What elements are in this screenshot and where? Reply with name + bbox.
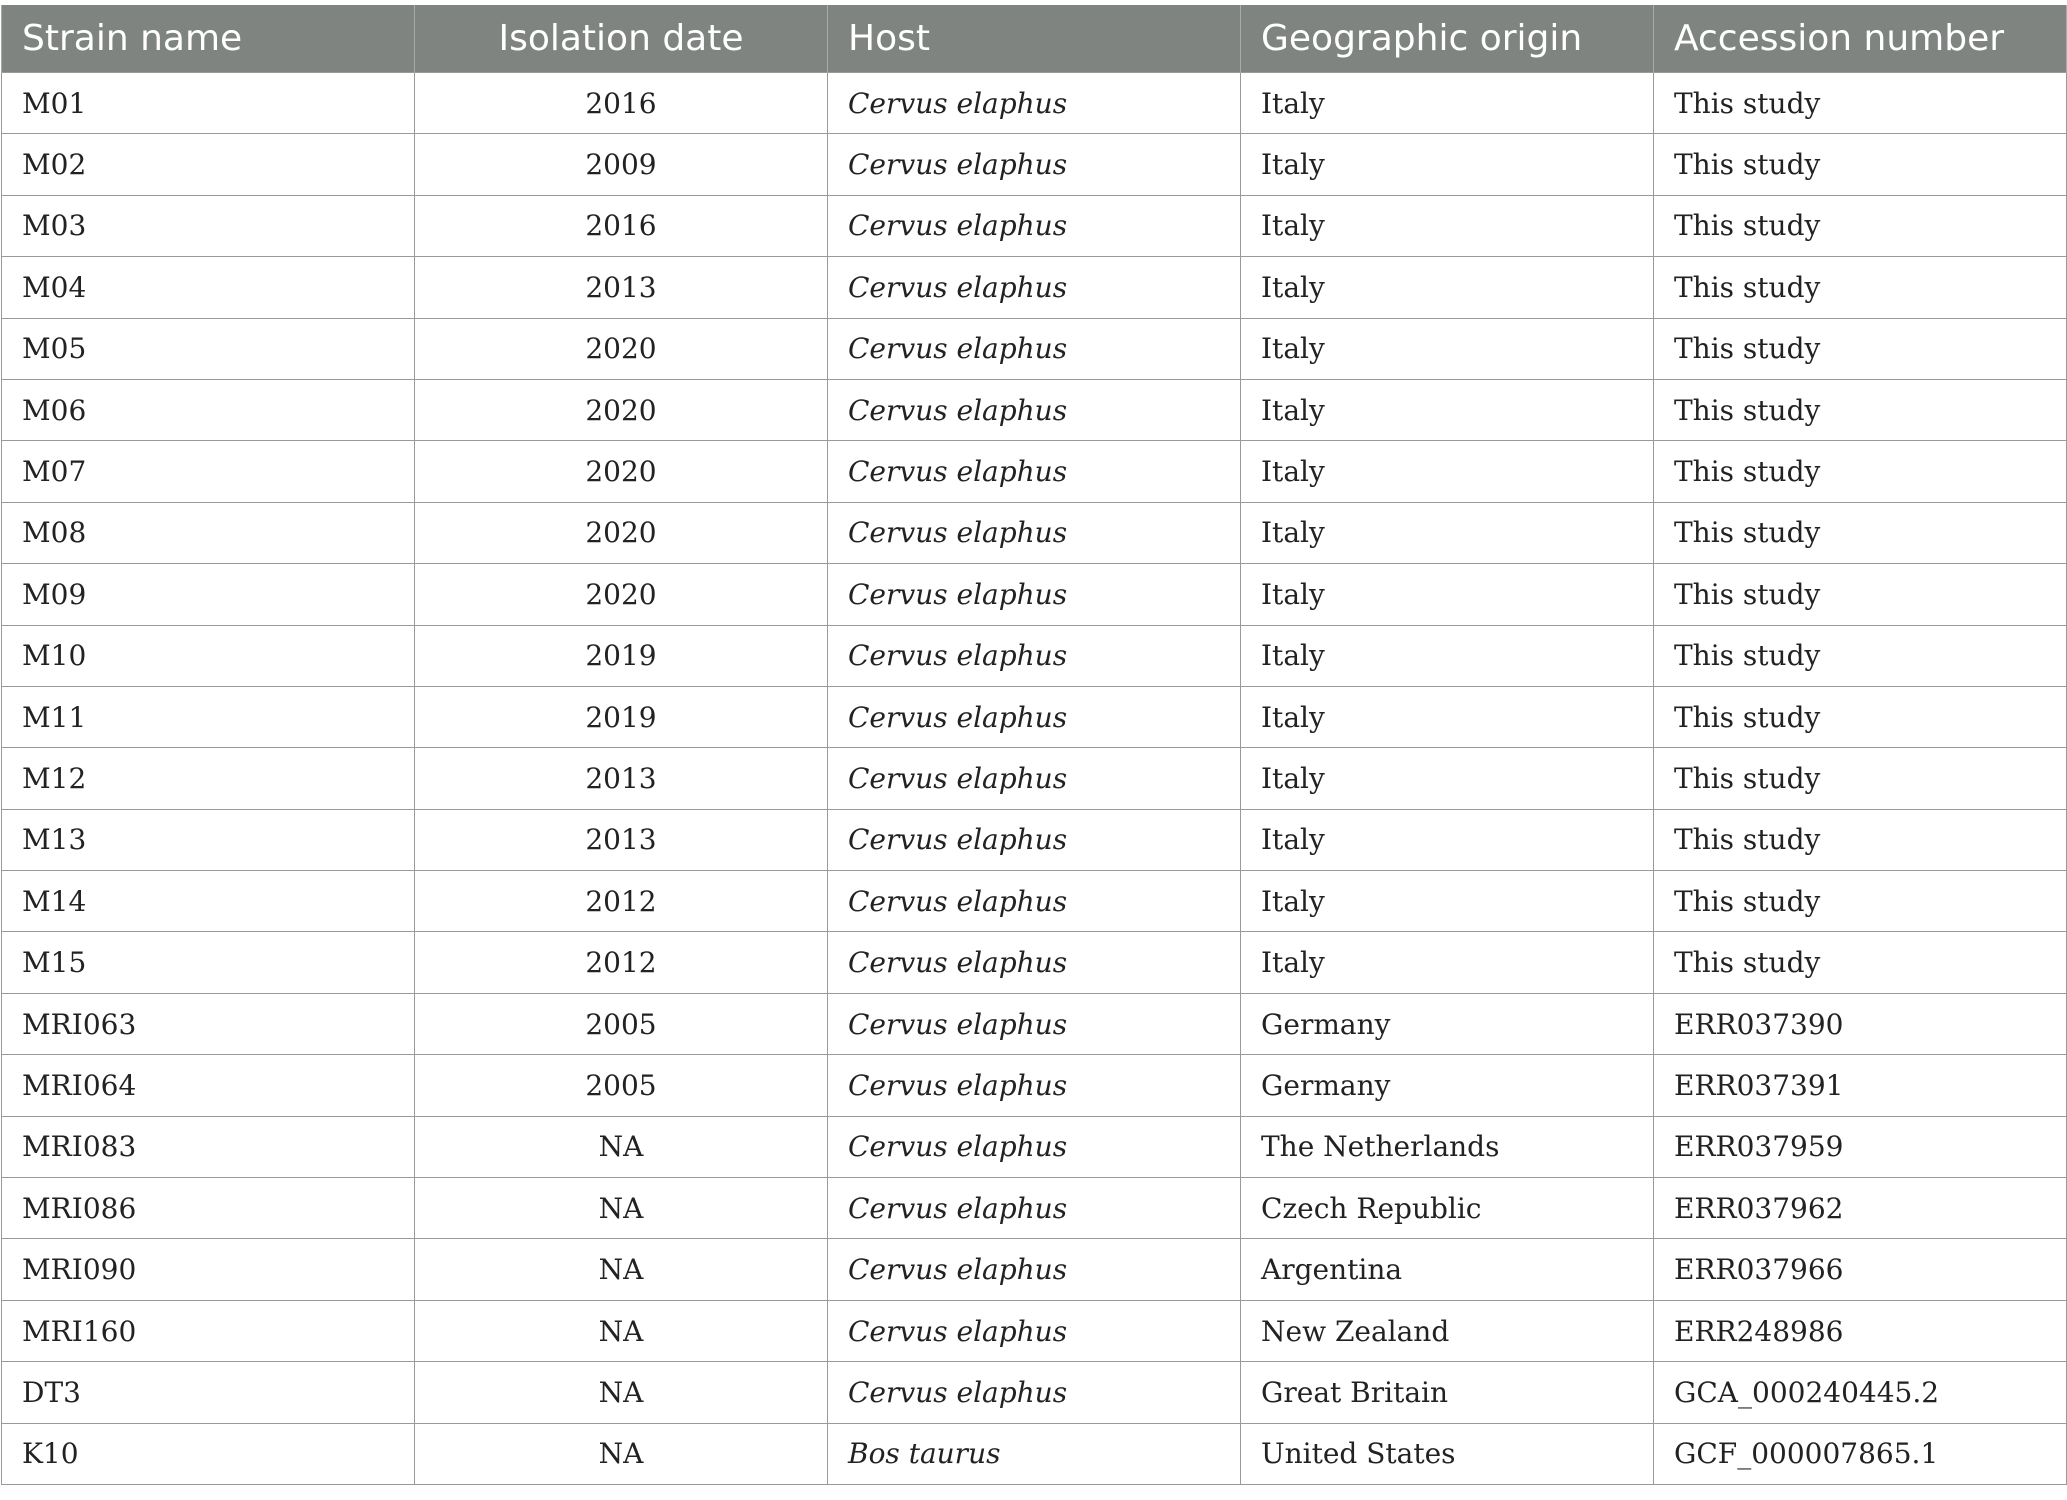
table-row: [2, 871, 2067, 932]
cell-host: Cervus elaphus: [828, 871, 1241, 932]
cell-geographic-origin: Italy: [1241, 686, 1654, 747]
cell-strain-name: MRI063: [2, 993, 415, 1054]
cell-geographic-origin: Italy: [1241, 932, 1654, 993]
cell-isolation-date: 2013: [415, 748, 828, 809]
cell-accession-number: This study: [1654, 441, 2067, 502]
cell-strain-name: M02: [2, 134, 415, 195]
cell-isolation-date: 2020: [415, 502, 828, 563]
cell-host: Cervus elaphus: [828, 73, 1241, 134]
cell-accession-number: This study: [1654, 195, 2067, 256]
cell-strain-name: M06: [2, 379, 415, 440]
cell-isolation-date: NA: [415, 1300, 828, 1361]
cell-accession-number: This study: [1654, 932, 2067, 993]
cell-isolation-date: NA: [415, 1178, 828, 1239]
header-host: Host: [828, 5, 1241, 73]
header-strain-name: Strain name: [2, 5, 415, 73]
cell-accession-number: GCF_000007865.1: [1654, 1423, 2067, 1484]
cell-host: Cervus elaphus: [828, 1055, 1241, 1116]
table-row: [2, 257, 2067, 318]
strain-table: [1, 5, 2067, 1485]
cell-strain-name: M13: [2, 809, 415, 870]
cell-strain-name: MRI090: [2, 1239, 415, 1300]
table-row: [2, 318, 2067, 379]
cell-strain-name: MRI086: [2, 1178, 415, 1239]
cell-accession-number: ERR248986: [1654, 1300, 2067, 1361]
cell-geographic-origin: Italy: [1241, 441, 1654, 502]
cell-accession-number: ERR037390: [1654, 993, 2067, 1054]
cell-strain-name: M01: [2, 73, 415, 134]
cell-geographic-origin: Italy: [1241, 625, 1654, 686]
cell-accession-number: ERR037966: [1654, 1239, 2067, 1300]
cell-isolation-date: 2020: [415, 318, 828, 379]
cell-accession-number: This study: [1654, 257, 2067, 318]
table-row: [2, 932, 2067, 993]
cell-isolation-date: 2020: [415, 379, 828, 440]
cell-accession-number: This study: [1654, 809, 2067, 870]
cell-strain-name: DT3: [2, 1362, 415, 1423]
table-row: [2, 993, 2067, 1054]
cell-host: Cervus elaphus: [828, 809, 1241, 870]
table-row: [2, 1239, 2067, 1300]
cell-accession-number: This study: [1654, 871, 2067, 932]
cell-geographic-origin: Italy: [1241, 564, 1654, 625]
cell-geographic-origin: The Netherlands: [1241, 1116, 1654, 1177]
table-row: [2, 748, 2067, 809]
table-row: [2, 564, 2067, 625]
table-row: [2, 134, 2067, 195]
cell-strain-name: M05: [2, 318, 415, 379]
cell-strain-name: MRI160: [2, 1300, 415, 1361]
cell-geographic-origin: Czech Republic: [1241, 1178, 1654, 1239]
cell-isolation-date: 2019: [415, 625, 828, 686]
table-row: [2, 502, 2067, 563]
table-row: [2, 379, 2067, 440]
table-row: [2, 686, 2067, 747]
cell-strain-name: M11: [2, 686, 415, 747]
cell-host: Cervus elaphus: [828, 502, 1241, 563]
cell-geographic-origin: Germany: [1241, 993, 1654, 1054]
cell-strain-name: M14: [2, 871, 415, 932]
cell-isolation-date: 2020: [415, 441, 828, 502]
cell-host: Cervus elaphus: [828, 1362, 1241, 1423]
cell-strain-name: M04: [2, 257, 415, 318]
cell-accession-number: ERR037391: [1654, 1055, 2067, 1116]
cell-strain-name: M12: [2, 748, 415, 809]
table-row: [2, 441, 2067, 502]
cell-isolation-date: 2013: [415, 809, 828, 870]
cell-strain-name: M10: [2, 625, 415, 686]
cell-geographic-origin: Italy: [1241, 379, 1654, 440]
cell-host: Cervus elaphus: [828, 625, 1241, 686]
cell-geographic-origin: Italy: [1241, 73, 1654, 134]
cell-geographic-origin: New Zealand: [1241, 1300, 1654, 1361]
cell-isolation-date: 2016: [415, 73, 828, 134]
cell-geographic-origin: Argentina: [1241, 1239, 1654, 1300]
cell-isolation-date: 2012: [415, 871, 828, 932]
header-isolation-date: Isolation date: [415, 5, 828, 73]
table-row: [2, 1116, 2067, 1177]
cell-isolation-date: NA: [415, 1116, 828, 1177]
cell-host: Cervus elaphus: [828, 748, 1241, 809]
cell-accession-number: This study: [1654, 134, 2067, 195]
cell-accession-number: This study: [1654, 748, 2067, 809]
cell-host: Cervus elaphus: [828, 195, 1241, 256]
cell-host: Cervus elaphus: [828, 318, 1241, 379]
cell-strain-name: K10: [2, 1423, 415, 1484]
table-row: [2, 1362, 2067, 1423]
table-row: [2, 1178, 2067, 1239]
cell-host: Cervus elaphus: [828, 379, 1241, 440]
cell-accession-number: This study: [1654, 686, 2067, 747]
cell-host: Cervus elaphus: [828, 134, 1241, 195]
cell-accession-number: This study: [1654, 564, 2067, 625]
cell-geographic-origin: Italy: [1241, 134, 1654, 195]
cell-isolation-date: NA: [415, 1362, 828, 1423]
cell-accession-number: This study: [1654, 318, 2067, 379]
table-row: [2, 1055, 2067, 1116]
cell-geographic-origin: Italy: [1241, 809, 1654, 870]
cell-isolation-date: 2012: [415, 932, 828, 993]
cell-strain-name: M08: [2, 502, 415, 563]
cell-strain-name: MRI083: [2, 1116, 415, 1177]
cell-geographic-origin: Italy: [1241, 195, 1654, 256]
cell-geographic-origin: Italy: [1241, 502, 1654, 563]
cell-isolation-date: 2005: [415, 1055, 828, 1116]
header-accession-number: Accession number: [1654, 5, 2067, 73]
cell-accession-number: ERR037962: [1654, 1178, 2067, 1239]
cell-host: Cervus elaphus: [828, 932, 1241, 993]
table-row: [2, 1300, 2067, 1361]
cell-accession-number: This study: [1654, 73, 2067, 134]
cell-host: Cervus elaphus: [828, 441, 1241, 502]
table-row: [2, 195, 2067, 256]
cell-geographic-origin: Great Britain: [1241, 1362, 1654, 1423]
cell-geographic-origin: Italy: [1241, 318, 1654, 379]
table-row: [2, 809, 2067, 870]
cell-isolation-date: NA: [415, 1423, 828, 1484]
cell-isolation-date: 2020: [415, 564, 828, 625]
cell-isolation-date: 2016: [415, 195, 828, 256]
cell-host: Cervus elaphus: [828, 1300, 1241, 1361]
cell-host: Cervus elaphus: [828, 1239, 1241, 1300]
cell-isolation-date: NA: [415, 1239, 828, 1300]
cell-host: Cervus elaphus: [828, 257, 1241, 318]
cell-host: Cervus elaphus: [828, 1178, 1241, 1239]
cell-strain-name: M07: [2, 441, 415, 502]
cell-geographic-origin: Italy: [1241, 748, 1654, 809]
table-row: [2, 1423, 2067, 1484]
cell-accession-number: GCA_000240445.2: [1654, 1362, 2067, 1423]
cell-isolation-date: 2019: [415, 686, 828, 747]
cell-strain-name: M15: [2, 932, 415, 993]
cell-strain-name: M03: [2, 195, 415, 256]
cell-isolation-date: 2013: [415, 257, 828, 318]
cell-host: Bos taurus: [828, 1423, 1241, 1484]
table-row: [2, 73, 2067, 134]
cell-geographic-origin: United States: [1241, 1423, 1654, 1484]
cell-accession-number: This study: [1654, 502, 2067, 563]
table-row: [2, 625, 2067, 686]
cell-geographic-origin: Italy: [1241, 871, 1654, 932]
cell-accession-number: This study: [1654, 625, 2067, 686]
header-geographic-origin: Geographic origin: [1241, 5, 1654, 73]
table-body: [2, 73, 2067, 1485]
cell-host: Cervus elaphus: [828, 993, 1241, 1054]
cell-host: Cervus elaphus: [828, 564, 1241, 625]
cell-host: Cervus elaphus: [828, 1116, 1241, 1177]
header-row: [2, 5, 2067, 73]
cell-geographic-origin: Italy: [1241, 257, 1654, 318]
cell-strain-name: M09: [2, 564, 415, 625]
cell-accession-number: ERR037959: [1654, 1116, 2067, 1177]
table-header: [2, 5, 2067, 73]
cell-host: Cervus elaphus: [828, 686, 1241, 747]
cell-isolation-date: 2005: [415, 993, 828, 1054]
cell-isolation-date: 2009: [415, 134, 828, 195]
cell-accession-number: This study: [1654, 379, 2067, 440]
cell-strain-name: MRI064: [2, 1055, 415, 1116]
cell-geographic-origin: Germany: [1241, 1055, 1654, 1116]
